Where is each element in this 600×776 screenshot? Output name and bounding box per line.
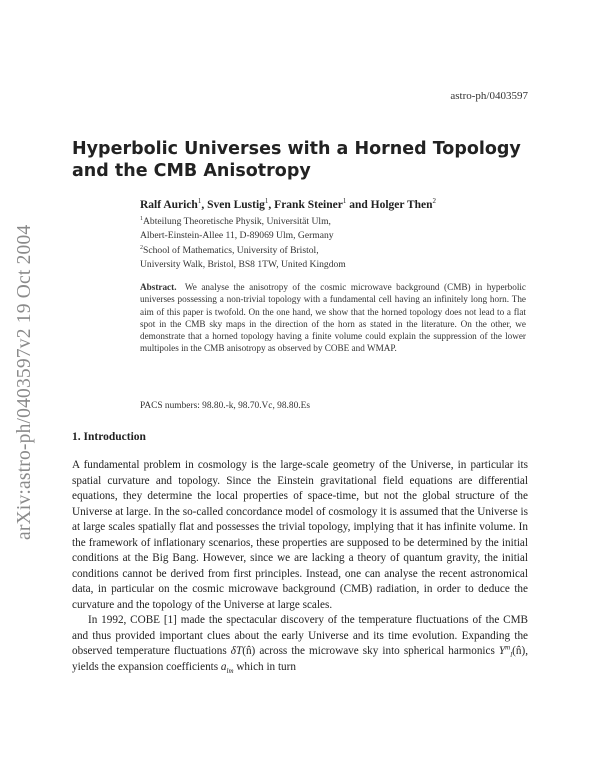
author: Frank Steiner$^1$ and <box>274 197 371 211</box>
author: Ralf Aurich$^1$, <box>140 197 208 211</box>
abstract-text: We analyse the anisotropy of the cosmic microwave background (CMB) in hyperbolic universes possessing a non-trivial topology with a fundamental cell having an infinitely long horn. The aim of this paper is twofold. On the one hand, we show that the horned topology does not lead to a flat spot in the CMB sky maps in the direction of the horn as stated in the literature. On the other, we demonstrate that a horned topology having a finite volume could explain the suppression of the lower multipoles in the CMB anisotropy as observed by COBE and WMAP. <box>140 282 526 354</box>
paper-title: Hyperbolic Universes with a Horned Topology and the CMB Anisotropy <box>72 139 521 181</box>
section-body <box>72 458 528 675</box>
abstract <box>140 281 526 355</box>
pacs-numbers: PACS numbers: 98.80.-k, 98.70.Vc, 98.80.Es <box>140 401 310 411</box>
author: Sven Lustig$^1$, <box>207 197 275 211</box>
affiliation-line: $^2$School of Mathematics, University of Bristol, <box>140 245 319 257</box>
section-heading: 1. Introduction <box>72 431 146 443</box>
paragraph: In 1992, COBE [1] made the spectacular discovery of the temperature fluctuations of the CMB and thus provided important clues about the early Universe and its time evolution. Expanding the observed temperature fluctuations δT(n̂) across the microwave sky into spherical harmonics $Y^m_l(n̂)$, yields the expansion coefficients $a_{lm}$ which in turn <box>72 614 528 675</box>
affiliation-line: $^1$Abteilung Theoretische Physik, Universität Ulm, <box>140 216 331 228</box>
affiliations <box>140 213 346 271</box>
author-list <box>140 197 436 211</box>
arxiv-identifier-stamp: arXiv:astro-ph/0403597v2 19 Oct 2004 <box>14 224 35 540</box>
paragraph: A fundamental problem in cosmology is the large-scale geometry of the Universe, in particular its spatial curvature and topology. Since the Einstein gravitational field equations are differential equations, they determine the local properties of space-time, but not the global structure of the Universe at large. In the so-called concordance model of cosmology it is assumed that the Universe is at large scales spatially flat and possesses the trivial topology, implying that it has infinite volume. In the framework of inflationary scenarios, these properties are supposed to be determined by the initial conditions at the Big Bang. However, since we are lacking a theory of quantum gravity, the initial conditions cannot be derived from first principles. Instead, one can analyse the recent astronomical data, in particular on the cosmic microwave background (CMB) radiation, in order to deduce the curvature and the topology of the Universe at large scales. <box>72 459 528 611</box>
author: Holger Then$^2$ <box>370 197 437 211</box>
abstract-label: Abstract. <box>140 282 177 292</box>
affiliation-line: Albert-Einstein-Allee 11, D-89069 Ulm, Germany <box>140 229 334 241</box>
report-number: astro-ph/0403597 <box>450 90 528 102</box>
affiliation-line: University Walk, Bristol, BS8 1TW, United Kingdom <box>140 258 346 270</box>
